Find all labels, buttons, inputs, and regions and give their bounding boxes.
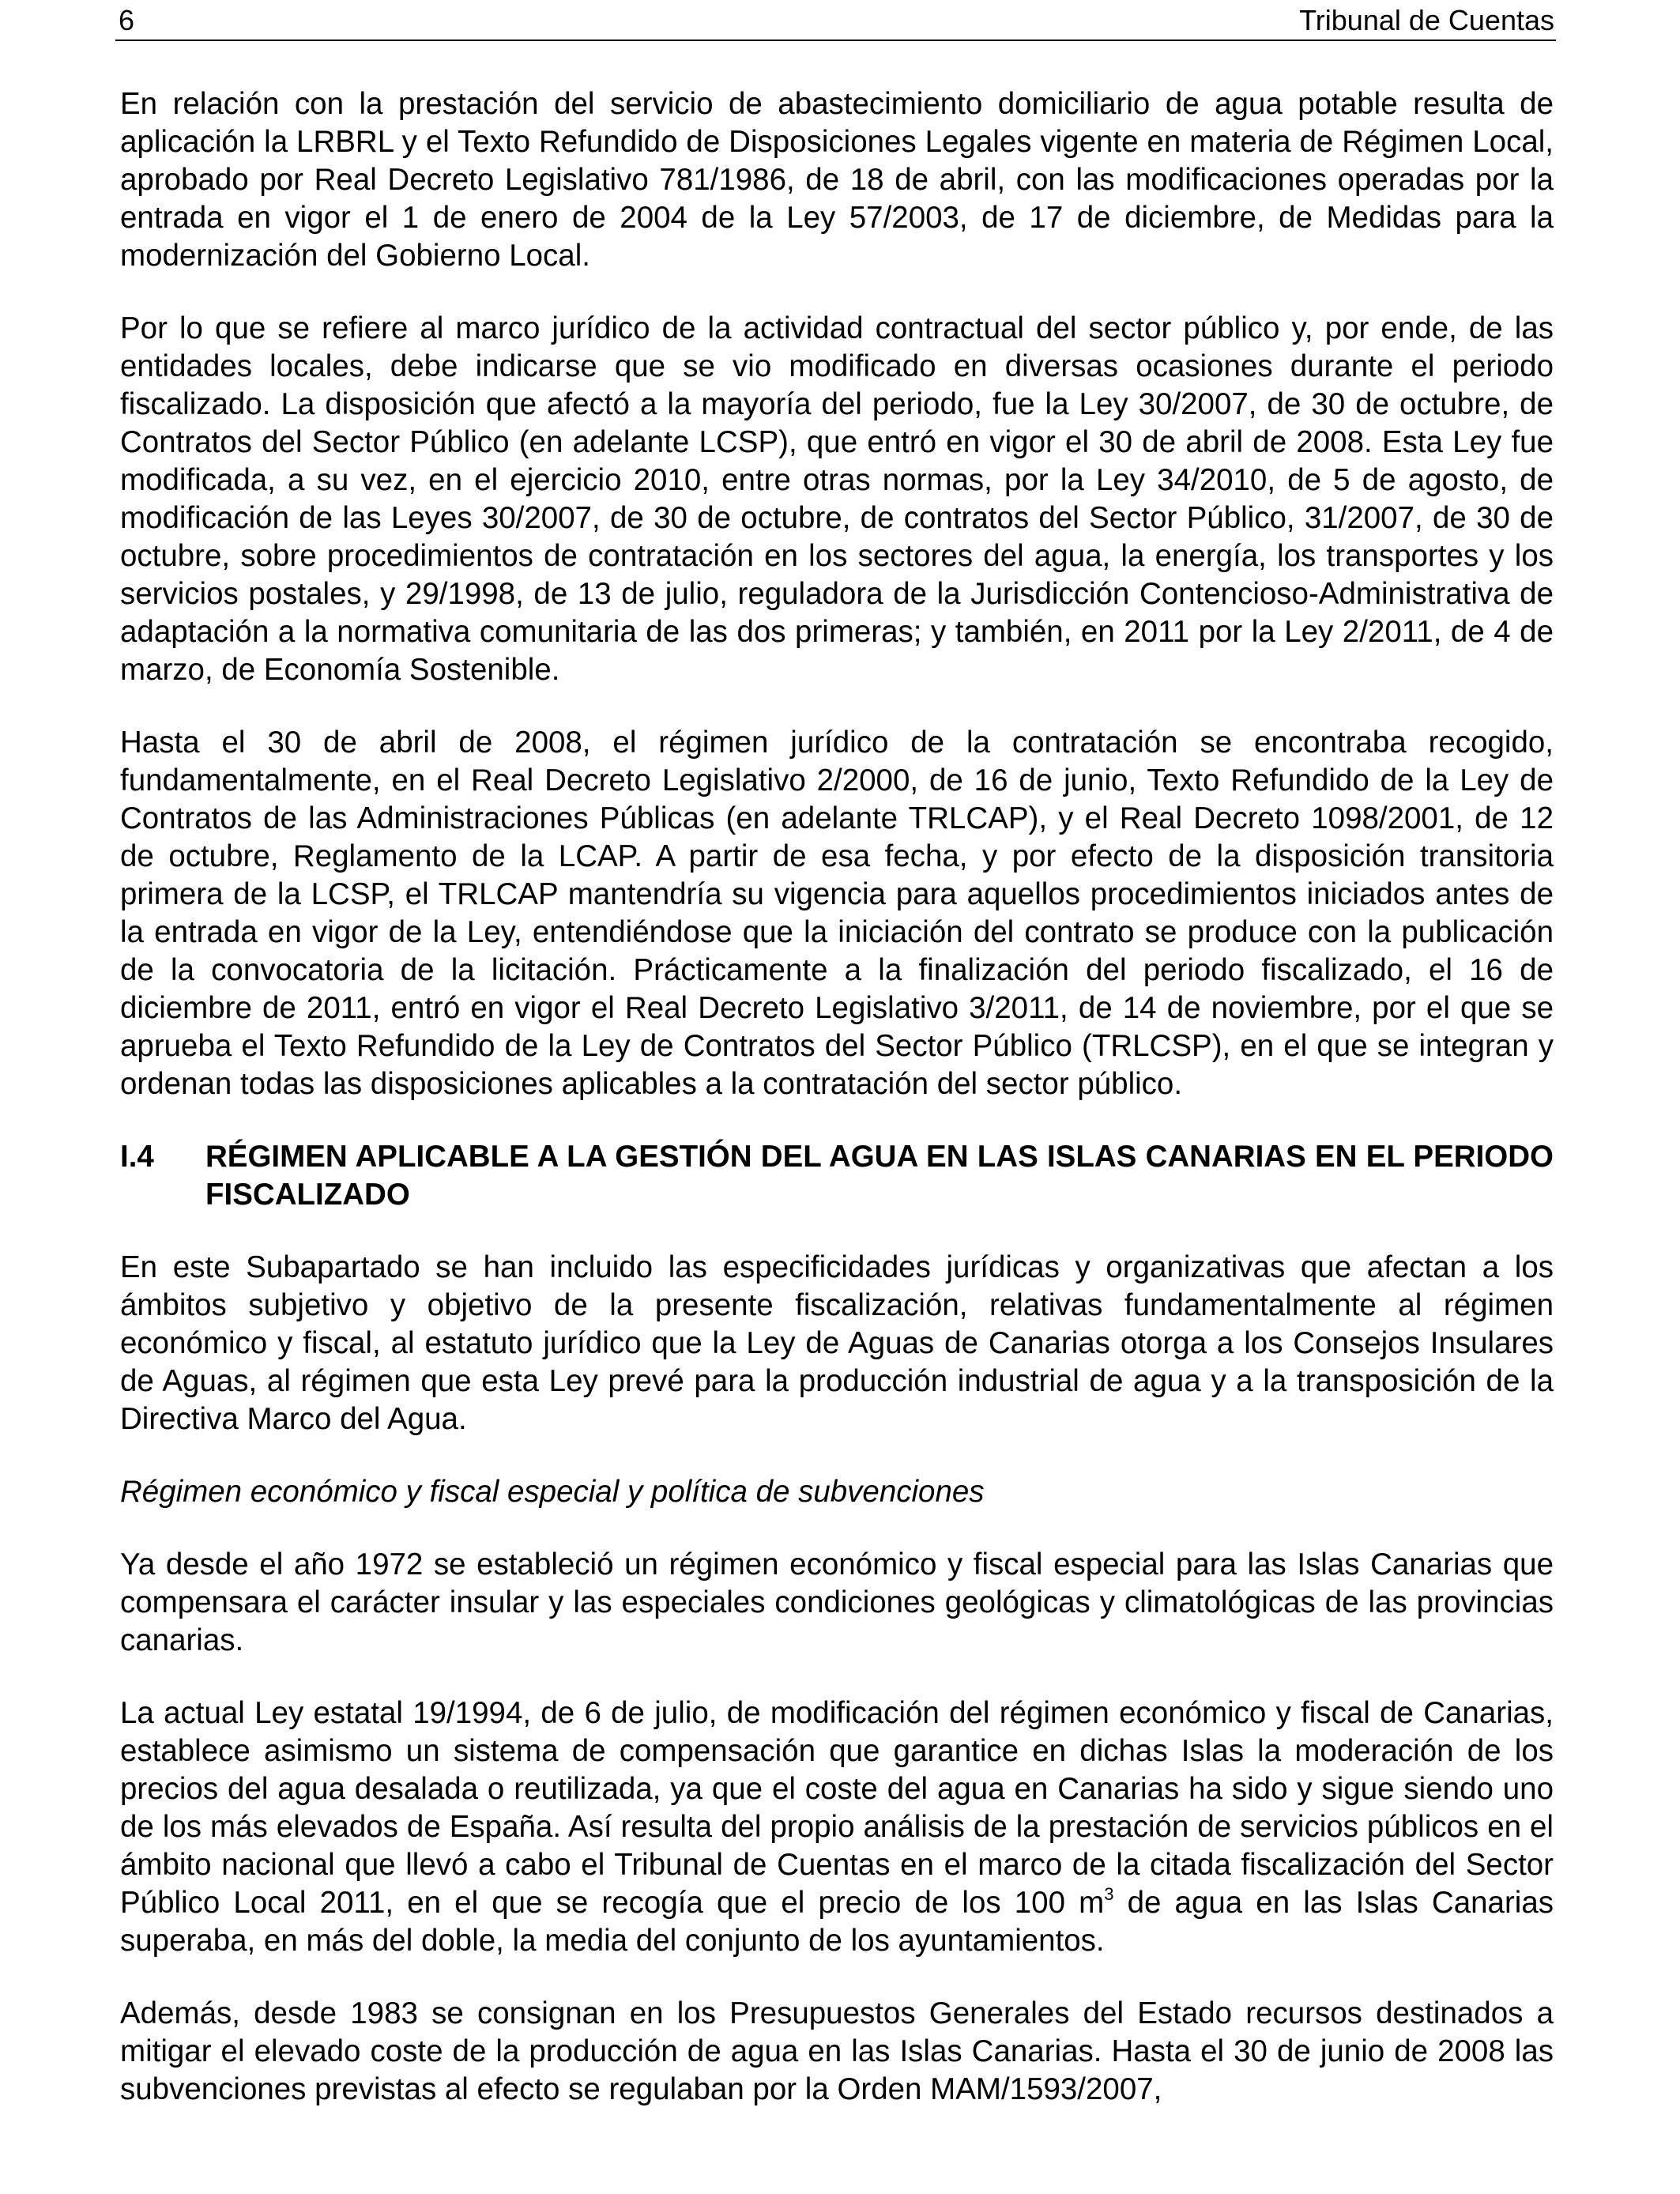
- paragraph-water-supply-law: En relación con la prestación del servicio de abastecimiento domiciliario de agua potable resulta de aplicación la LRBRL y el Texto Refundido de Disposiciones Legales vigente en materia de Régimen Local, aprobado por Real Decreto Legislativo 781/1986, de 18 de abril, con las modificaciones operadas por la entrada en vigor el 1 de enero de 2004 de la Ley 57/2003, de 17 de diciembre, de Medidas para la modernización del Gobierno Local.: [120, 87, 1554, 273]
- paragraph-law-19-1994-text-b: de agua en las Islas Canarias superaba, en más del doble, la media del conjunto de los ayuntamientos.: [120, 1886, 1554, 1958]
- paragraph-law-19-1994: [120, 1695, 1554, 1960]
- subsection-heading: Régimen económico y fiscal especial y política de subvenciones: [120, 1475, 985, 1509]
- page-number: 6: [119, 4, 135, 36]
- paragraph-state-budget-subsidies: Además, desde 1983 se consignan en los Presupuestos Generales del Estado recursos destinados a mitigar el elevado coste de la producción de agua en las Islas Canarias. Hasta el 30 de junio de 2008 las subvenciones previstas al efecto se regulaban por la Orden MAM/1593/2007,: [120, 1996, 1554, 2106]
- section-title: RÉGIMEN APLICABLE A LA GESTIÓN DEL AGUA EN LAS ISLAS CANARIAS EN EL PERIODO FISCALIZADO: [205, 1140, 1554, 1212]
- paragraph-contract-framework: Por lo que se refiere al marco jurídico de la actividad contractual del sector público y, por ende, de las entidades locales, debe indicarse que se vio modificado en diversas ocasiones durante el periodo fiscalizado. La disposición que afectó a la mayoría del periodo, fue la Ley 30/2007, de 30 de octubre, de Contratos del Sector Público (en adelante LCSP), que entró en vigor el 30 de abril de 2008. Esta Ley fue modificada, a su vez, en el ejercicio 2010, entre otras normas, por la Ley 34/2010, de 5 de agosto, de modificación de las Leyes 30/2007, de 30 de octubre, de contratos del Sector Público, 31/2007, de 30 de octubre, sobre procedimientos de contratación en los sectores del agua, la energía, los transportes y los servicios postales, y 29/1998, de 13 de julio, reguladora de la Jurisdicción Contencioso-Administrativa de adaptación a la normativa comunitaria de las dos primeras; y también, en 2011 por la Ley 2/2011, de 4 de marzo, de Economía Sostenible.: [120, 311, 1554, 687]
- paragraph-contract-regime-history: Hasta el 30 de abril de 2008, el régimen jurídico de la contratación se encontraba recogido, fundamentalmente, en el Real Decreto Legislativo 2/2000, de 16 de junio, Texto Refundido de la Ley de Contratos de las Administraciones Públicas (en adelante TRLCAP), y el Real Decreto 1098/2001, de 12 de octubre, Reglamento de la LCAP. A partir de esa fecha, y por efecto de la disposición transitoria primera de la LCSP, el TRLCAP mantendría su vigencia para aquellos procedimientos iniciados antes de la entrada en vigor de la Ley, entendiéndose que la iniciación del contrato se produce con la publicación de la convocatoria de la licitación. Prácticamente a la finalización del periodo fiscalizado, el 16 de diciembre de 2011, entró en vigor el Real Decreto Legislativo 3/2011, de 14 de noviembre, por el que se aprueba el Texto Refundido de la Ley de Contratos del Sector Público (TRLCSP), en el que se integran y ordenan todas las disposiciones aplicables a la contratación del sector público.: [120, 726, 1554, 1101]
- section-number: I.4: [120, 1140, 154, 1174]
- page-header: [115, 3, 1556, 41]
- section-heading: [120, 1138, 1554, 1214]
- cubic-superscript: 3: [1104, 1884, 1114, 1904]
- paragraph-section-intro: En este Subapartado se han incluido las especificidades jurídicas y organizativas que afectan a los ámbitos subjetivo y objetivo de la presente fiscalización, relativas fundamentalmente al régimen económico y fiscal, al estatuto jurídico que la Ley de Aguas de Canarias otorga a los Consejos Insulares de Aguas, al régimen que esta Ley prevé para la producción industrial de agua y a la transposición de la Directiva Marco del Agua.: [120, 1250, 1554, 1436]
- paragraph-law-19-1994-text-a: La actual Ley estatal 19/1994, de 6 de julio, de modificación del régimen económico y fiscal de Canarias, establece asimismo un sistema de compensación que garantice en dichas Islas la moderación de los precios del agua desalada o reutilizada, ya que el coste del agua en Canarias ha sido y sigue siendo uno de los más elevados de España. Así resulta del propio análisis de la prestación de servicios públicos en el ámbito nacional que llevó a cabo el Tribunal de Cuentas en el marco de la citada fiscalización del Sector Público Local 2011, en el que se recogía que el precio de los 100 m: [120, 1696, 1554, 1920]
- document-body: [120, 85, 1554, 2109]
- header-organization: Tribunal de Cuentas: [1299, 4, 1554, 36]
- paragraph-special-regime-1972: Ya desde el año 1972 se estableció un régimen económico y fiscal especial para las Islas Canarias que compensara el carácter insular y las especiales condiciones geológicas y climatológicas de las provincias canarias.: [120, 1547, 1554, 1657]
